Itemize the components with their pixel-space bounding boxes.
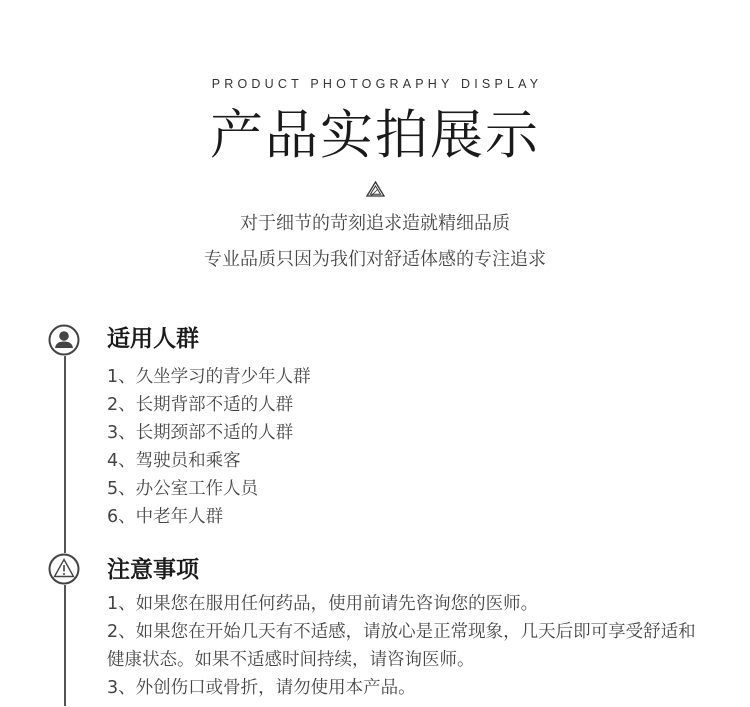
section-title: 适用人群 (107, 326, 199, 352)
warning-icon (48, 553, 80, 585)
eyebrow-text: PRODUCT PHOTOGRAPHY DISPLAY (211, 77, 543, 91)
list-item: 4、驾驶员和乘客 (107, 451, 241, 471)
list-item: 2、长期背部不适的人群 (107, 395, 294, 415)
triangle-icon (366, 181, 385, 197)
timeline-line (64, 352, 66, 706)
list-item: 3、长期颈部不适的人群 (107, 423, 294, 443)
list-item: 6、中老年人群 (107, 507, 224, 527)
page-title: 产品实拍展示 (210, 105, 540, 166)
section-title: 注意事项 (107, 557, 199, 583)
list-item: 5、办公室工作人员 (107, 479, 259, 499)
list-item: 3、外创伤口或骨折，请勿使用本产品。 (107, 678, 416, 698)
list-item: 2、如果您在开始几天有不适感，请放心是正常现象，几天后即可享受舒适和健康状态。如果不适感时间持续，请咨询医师。 (107, 622, 696, 670)
list-item: 1、久坐学习的青少年人群 (107, 367, 311, 387)
person-icon (48, 324, 80, 356)
item-list (107, 590, 707, 702)
item-list (107, 363, 311, 531)
list-item: 1、如果您在服用任何药品，使用前请先咨询您的医师。 (107, 594, 539, 614)
subtitle-line-2: 专业品质只因为我们对舒适体感的专注追求 (204, 249, 546, 270)
subtitle-line-1: 对于细节的苛刻追求造就精细品质 (240, 213, 510, 234)
